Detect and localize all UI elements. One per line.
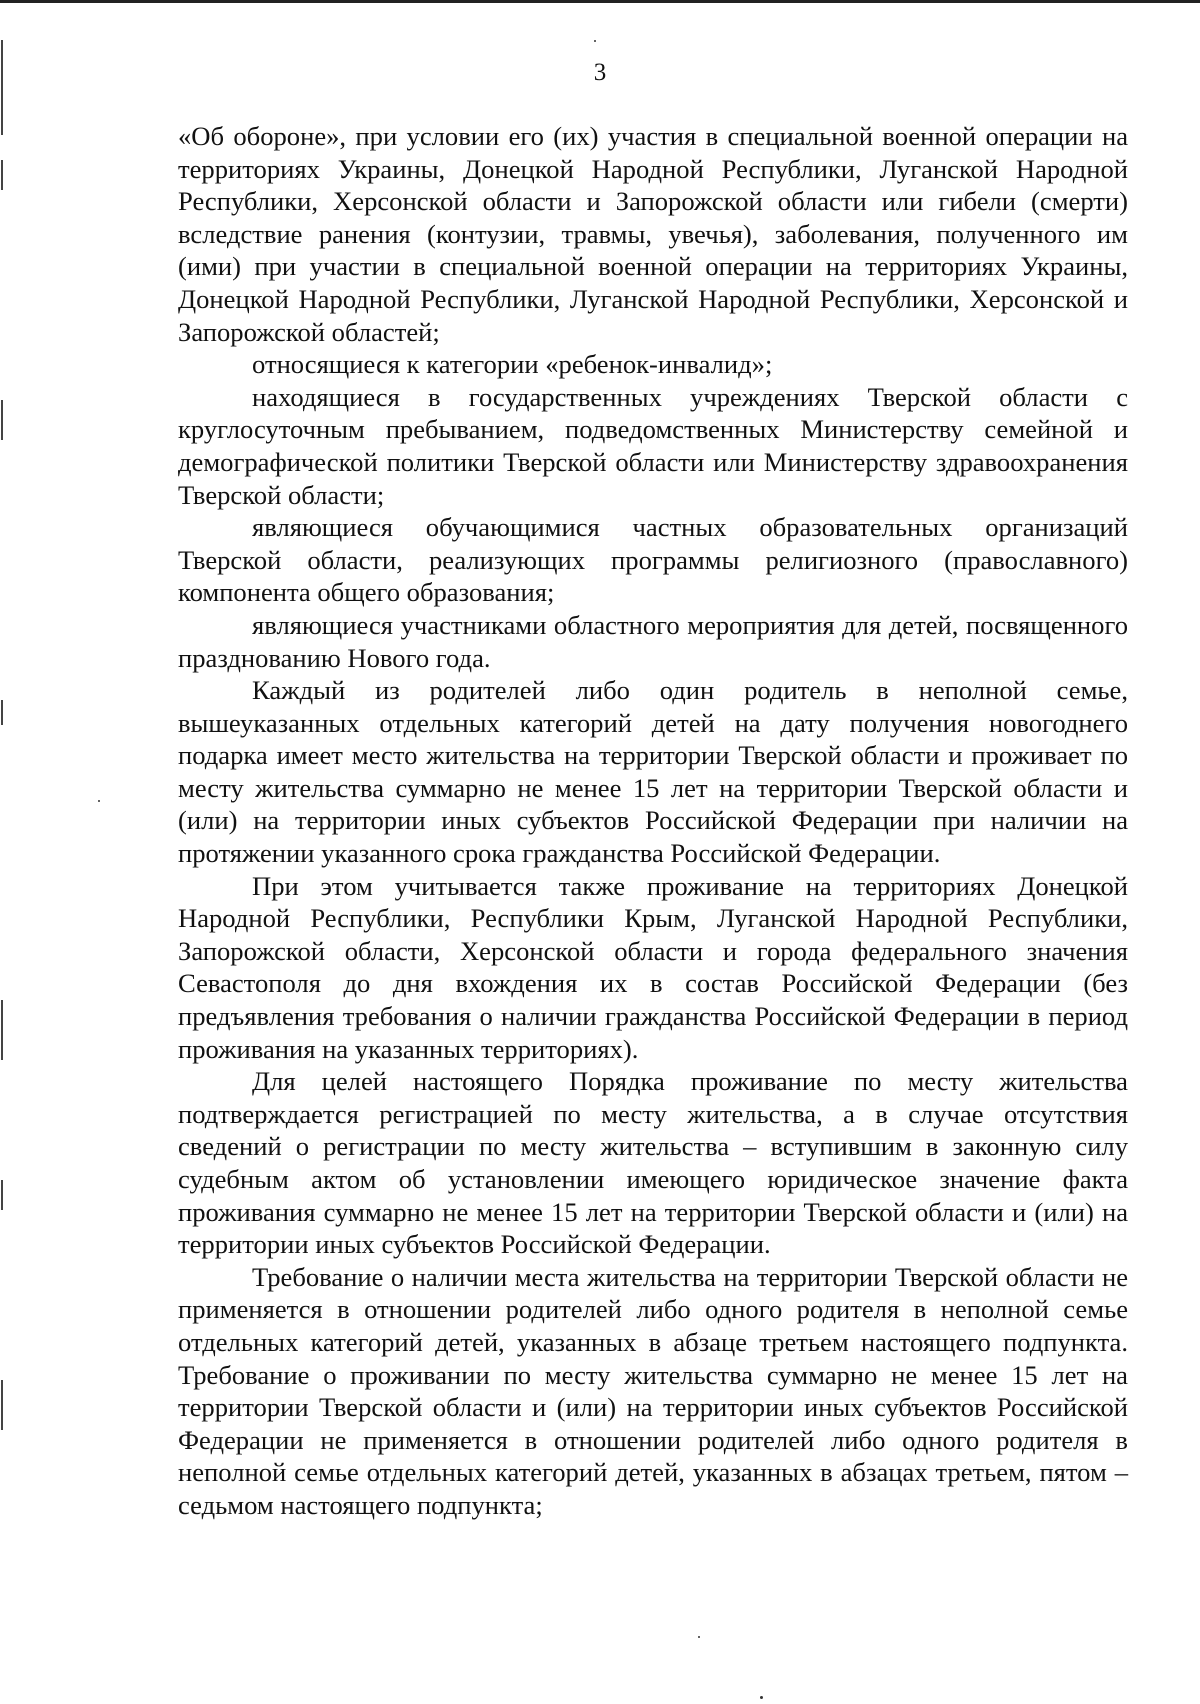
scan-margin-mark bbox=[1, 1000, 3, 1060]
scan-speck bbox=[760, 1696, 763, 1699]
scan-margin-mark bbox=[1, 400, 3, 440]
paragraph: являющиеся обучающимися частных образовательных организаций Тверской области, реализующих программы религиозного (православного) компонента общего образования; bbox=[178, 512, 1128, 608]
paragraph: «Об обороне», при условии его (их) участия в специальной военной операции на территориях Украины, Донецкой Народной Республики, Луганской Народной Республики, Херсонской области и Запорожской области или гибели (смерти) вследствие ранения (контузии, травмы, увечья), заболевания, полученного им (ими) при участии в специальной военной операции на территориях Украины, Донецкой Народной Республики, Луганской Народной Республики, Херсонской и Запорожской областей; bbox=[178, 121, 1128, 347]
scan-margin-mark bbox=[1, 700, 3, 725]
paragraph: являющиеся участниками областного мероприятия для детей, посвященного празднованию Нового года. bbox=[178, 609, 1128, 673]
paragraph: Для целей настоящего Порядка проживание по месту жительства подтверждается регистрацией по месту жительства, а в случае отсутствия сведений о регистрации по месту жительства – вступившим в законную силу судебным актом об установлении имеющего юридическое значение факта проживания суммарно не менее 15 лет на территории Тверской области и (или) на территории иных субъектов Российской Федерации. bbox=[178, 1066, 1128, 1260]
document-body bbox=[178, 120, 1128, 1522]
paragraph: находящиеся в государственных учреждениях Тверской области с круглосуточным пребыванием, подведомственных Министерству семейной и демографической политики Тверской области или Министерству здравоохранения Тверской области; bbox=[178, 381, 1128, 510]
paragraph: Требование о наличии места жительства на территории Тверской области не применяется в отношении родителей либо одного родителя в неполной семье отдельных категорий детей, указанных в абзаце третьем настоящего подпункта. Требование о проживании по месту жительства суммарно не менее 15 лет на территории Тверской области и (или) на территории иных субъектов Российской Федерации не применяется в отношении родителей либо одного родителя в неполной семье отдельных категорий детей, указанных в абзацах третьем, пятом – седьмом настоящего подпункта; bbox=[178, 1261, 1128, 1520]
scan-speck bbox=[698, 1636, 700, 1638]
page-number: 3 bbox=[593, 59, 607, 86]
paragraph: При этом учитывается также проживание на территориях Донецкой Народной Республики, Республики Крым, Луганской Народной Республики, Запорожской области, Херсонской области и города федерального значения Севастополя до дня вхождения их в состав Российской Федерации (без предъявления требования о наличии гражданства Российской Федерации в период проживания на указанных территориях). bbox=[178, 870, 1128, 1064]
scan-speck bbox=[594, 40, 596, 42]
paragraph: относящиеся к категории «ребенок-инвалид»; bbox=[252, 349, 773, 380]
paragraph: Каждый из родителей либо один родитель в неполной семье, вышеуказанных отдельных категорий детей на дату получения новогоднего подарка имеет место жительства на территории Тверской области и проживает по месту жительства суммарно не менее 15 лет на территории Тверской области и (или) на территории иных субъектов Российской Федерации при наличии на протяжении указанного срока гражданства Российской Федерации. bbox=[178, 675, 1128, 869]
scan-speck bbox=[98, 800, 100, 802]
scan-margin-mark bbox=[1, 1180, 3, 1210]
scan-margin-mark bbox=[1, 160, 3, 190]
scan-margin-mark bbox=[1, 1380, 3, 1430]
scan-top-edge bbox=[0, 0, 1200, 3]
